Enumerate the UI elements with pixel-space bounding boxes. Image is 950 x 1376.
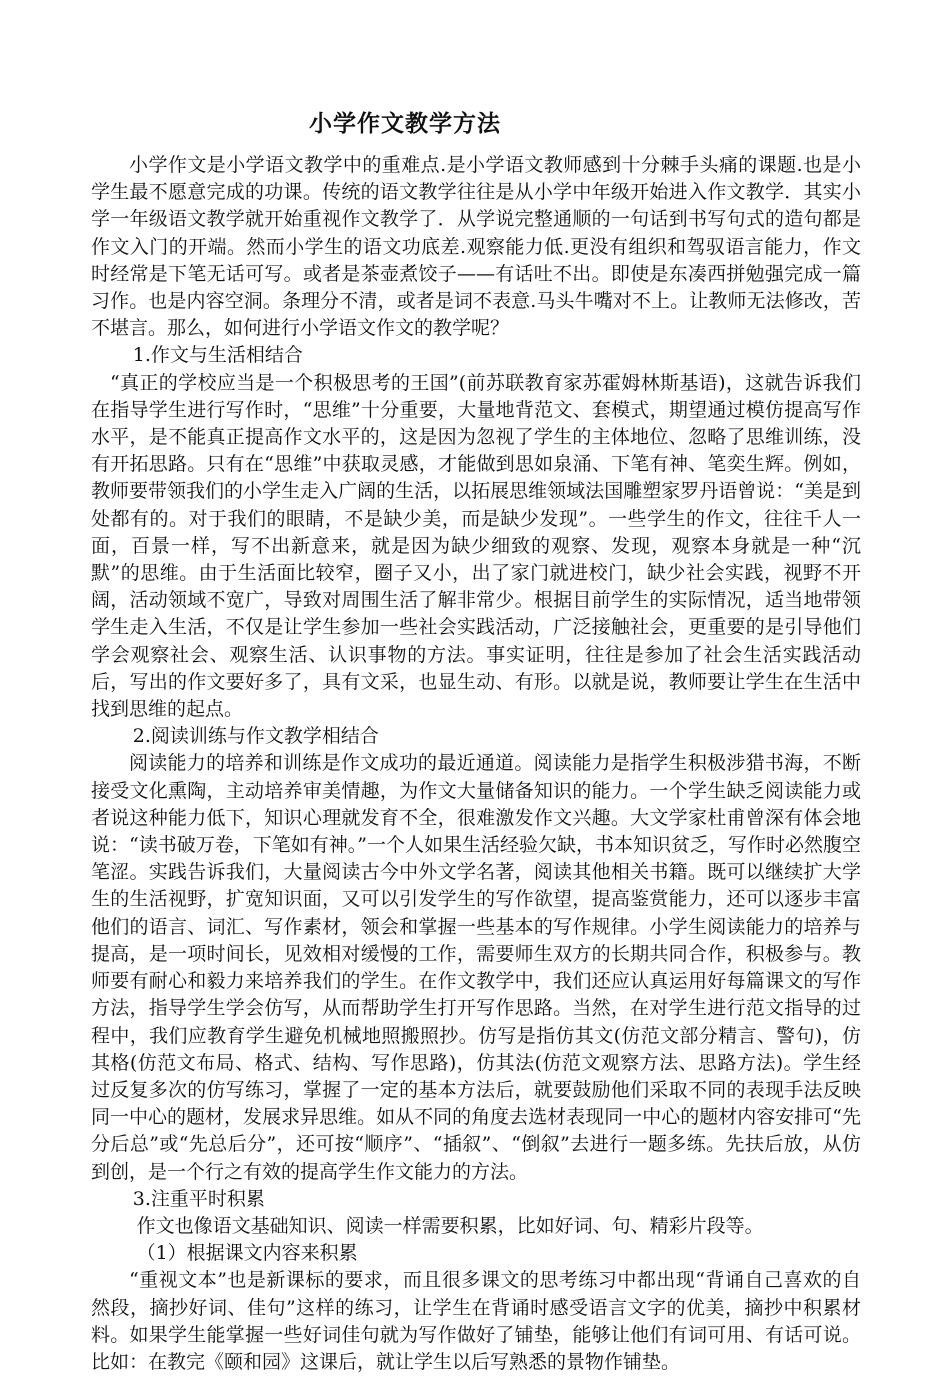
document-title: 小学作文教学方法 xyxy=(309,111,501,137)
paragraph-section-1: “真正的学校应当是一个积极思考的王国”(前苏联教育家苏霍姆林斯基语)，这就告诉我们在指导学生进行写作时，“思维”十分重要，大量地背范文、套模式，期望通过模仿提高写作水平，是不能真正提高作文水平的，这是因为忽视了学生的主体地位、忽略了思维训练，没有开拓思路。只有在“思维”中获取灵感，才能做到思如泉涌、下笔有神、笔奕生辉。例如，教师要带领我们的小学生走入广阔的生活，以拓展思维领域法国雕塑家罗丹语曾说：“美是到处都有的。对于我们的眼睛，不是缺少美，而是缺少发现”。一些学生的作文，往往千人一面，百景一样，写不出新意来，就是因为缺少细致的观察、发现，观察本身就是一种“沉默”的思维。由于生活面比较窄，圈子又小，出了家门就进校门，缺少社会实践，视野不开阔，活动领域不宽广，导致对周围生活了解非常少。根据目前学生的实际情况，适当地带领学生走入生活，不仅是让学生参加一些社会实践活动，广泛接触社会，更重要的是引导他们学会观察社会、观察生活、认识事物的方法。事实证明，往往是参加了社会生活实践活动后，写出的作文要好多了，具有文采，也显生动、有形。以就是说，教师要让学生在生活中找到思维的起点。 xyxy=(91,371,861,721)
section-heading-1: 1.作文与生活相结合 xyxy=(132,344,303,367)
paragraph-section-3: 作文也像语文基础知识、阅读一样需要积累，比如好词、句、精彩片段等。 xyxy=(136,1214,764,1237)
subsection-heading-1: （1）根据课文内容来积累 xyxy=(136,1242,358,1265)
paragraph-section-2: 阅读能力的培养和训练是作文成功的最近通道。阅读能力是指学生积极涉猎书海，不断接受文化熏陶，主动培养审美情趣，为作文大量储备知识的能力。一个学生缺乏阅读能力或者说这种能力低下，知识心理就发育不全，很难激发作文兴趣。大文学家杜甫曾深有体会地说：“读书破万卷，下笔如有神。”一个人如果生活经验欠缺，书本知识贫乏，写作时必然腹空笔涩。实践告诉我们，大量阅读古今中外文学名著，阅读其他相关书籍。既可以继续扩大学生的生活视野，扩宽知识面，又可以引发学生的写作欲望，提高鉴赏能力，还可以逐步丰富他们的语言、词汇、写作素材，领会和掌握一些基本的写作规律。小学生阅读能力的培养与提高，是一项时间长，见效相对缓慢的工作，需要师生双方的长期共同合作，积极参与。教师要有耐心和毅力来培养我们的学生。在作文教学中，我们还应认真运用好每篇课文的写作方法，指导学生学会仿写，从而帮助学生打开写作思路。当然，在对学生进行范文指导的过程中，我们应教育学生避免机械地照搬照抄。仿写是指仿其文(仿范文部分精言、警句)，仿其格(仿范文布局、格式、结构、写作思路)，仿其法(仿范文观察方法、思路方法)。学生经过反复多次的仿写练习，掌握了一定的基本方法后，就要鼓励他们采取不同的表现手法反映同一中心的题材，发展求异思维。如从不同的角度去选材表现同一中心的题材内容安排可“先分后总”或“先总后分”，还可按“顺序”、“插叙”、“倒叙”去进行一题多练。先扶后放，从仿到创，是一个行之有效的提高学生作文能力的方法。 xyxy=(91,752,861,1183)
paragraph-subsection-1: “重视文本”也是新课标的要求，而且很多课文的思考练习中都出现“背诵自己喜欢的自然段，摘抄好词、佳句”这样的练习，让学生在背诵时感受语言文字的优美，摘抄中积累材料。如果学生能掌握一些好词佳句就为写作做好了铺垫，能够让他们有词可用、有话可说。比如：在教完《颐和园》这课后，就让学生以后写熟悉的景物作铺垫。 xyxy=(91,1269,861,1373)
paragraph-intro: 小学作文是小学语文教学中的重难点.是小学语文教师感到十分棘手头痛的课题.也是小学生最不愿意完成的功课。传统的语文教学往往是从小学中年级开始进入作文教学．其实小学一年级语文教学就开始重视作文教学了．从学说完整通顺的一句话到书写句式的造句都是作文入门的开端。然而小学生的语文功底差.观察能力低.更没有组织和驾驭语言能力，作文时经常是下笔无话可写。或者是茶壶煮饺子——有话吐不出。即使是东凑西拼勉强完成一篇习作。也是内容空洞。条理分不清，或者是词不表意.马头牛嘴对不上。让教师无法修改，苦不堪言。那么，如何进行小学语文作文的教学呢？ xyxy=(91,154,861,340)
section-heading-3: 3.注重平时积累 xyxy=(132,1187,265,1210)
section-heading-2: 2.阅读训练与作文教学相结合 xyxy=(132,725,379,748)
document-page xyxy=(91,104,861,1376)
